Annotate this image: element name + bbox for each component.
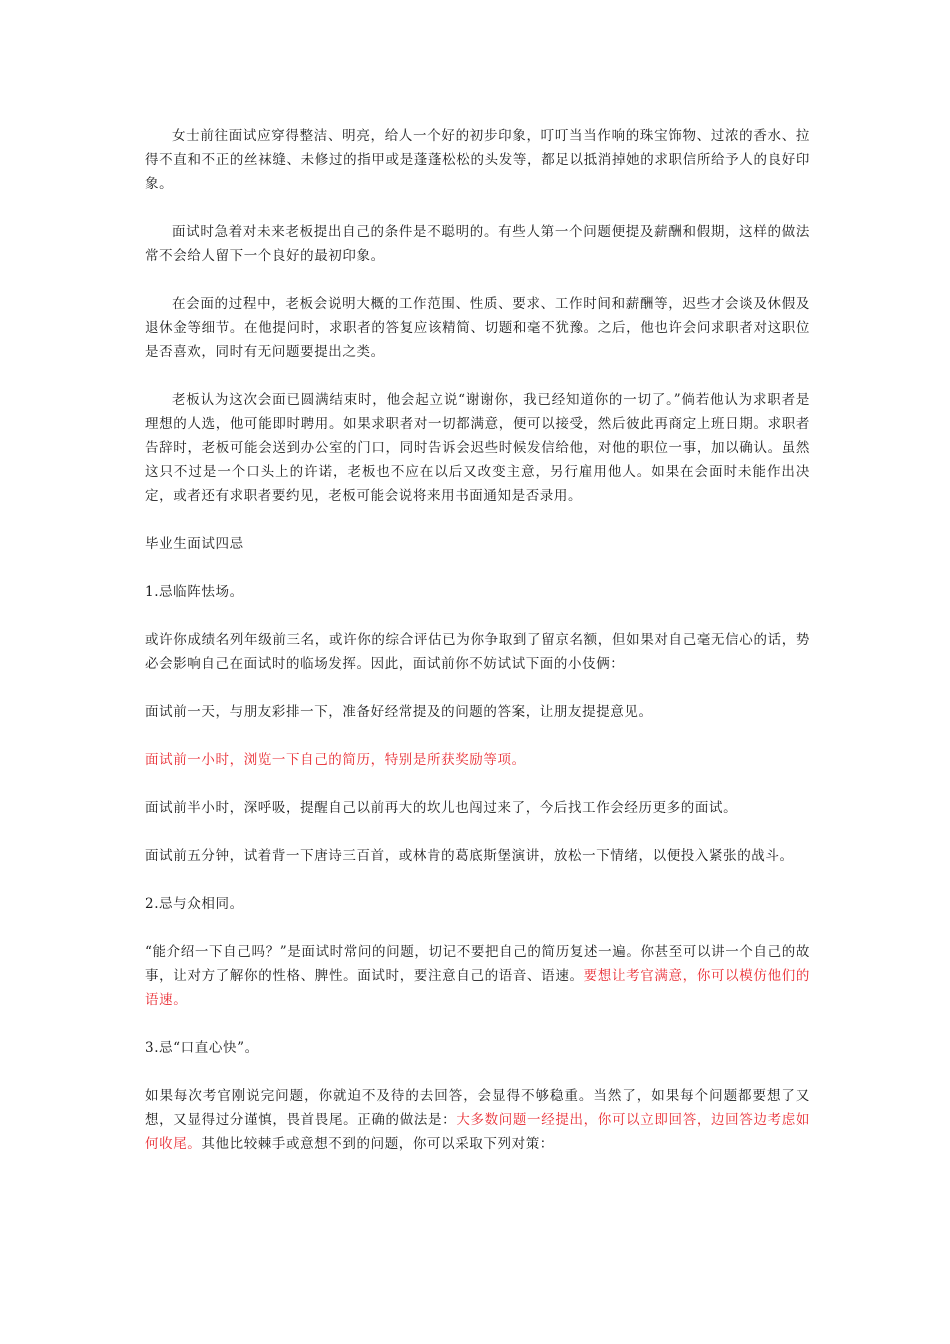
paragraph-confidence [145,628,810,676]
tip-five-minutes [145,844,810,868]
text-run: 在会面的过程中，老板会说明大概的工作范围、性质、要求、工作时间和薪酬等，迟些才会谈及休假及退休金等细节。在他提问时，求职者的答复应该精简、切题和毫不犹豫。之后，他也许会问求职者对这职位是否喜欢，同时有无问题要提出之类。 [145,296,810,360]
text-run: 毕业生面试四忌 [145,536,244,552]
text-run: 1.忌临阵怯场。 [145,584,244,600]
text-run: 或许你成绩名列年级前三名，或许你的综合评估已为你争取到了留京名额，但如果对自己毫无信心的话，势必会影响自己在面试时的临场发挥。因此，面试前你不妨试试下面的小伎俩： [145,632,810,672]
text-run: 面试前一天，与朋友彩排一下，准备好经常提及的问题的答案，让朋友提提意见。 [145,704,653,720]
item-heading-2 [145,892,810,916]
text-run: 老板认为这次会面已圆满结束时，他会起立说“谢谢你，我已经知道你的一切了。”倘若他认为求职者是理想的人选，他可能即时聘用。如果求职者对一切都满意，便可以接受，然后彼此再商定上班日期。求职者告辞时，老板可能会送到办公室的门口，同时告诉会迟些时候发信给他，对他的职位一事，加以确认。虽然这只不过是一个口头上的许诺，老板也不应在以后又改变主意，另行雇用他人。如果在会面时未能作出决定，或者还有求职者要约见，老板可能会说将来用书面通知是否录用。 [145,392,810,504]
text-run: 女士前往面试应穿得整洁、明亮，给人一个好的初步印象，叮叮当当作响的珠宝饰物、过浓的香水、拉得不直和不正的丝袜缝、未修过的指甲或是蓬蓬松松的头发等，都足以抵消掉她的求职信所给予人的良好印象。 [145,128,810,192]
paragraph-answering [145,1084,810,1156]
text-run: 其他比较棘手或意想不到的问题，你可以采取下列对策： [201,1136,554,1152]
text-run: 2.忌与众相同。 [145,896,244,912]
paragraph-attire [145,124,810,196]
text-run: 如果每次考官刚说完问题，你就迫不及待的去回答，会显得不够稳重。当然了，如果每个问题都要想了又想，又显得过分谨慎，畏首畏尾。正确的做法是： [145,1088,810,1128]
paragraph-meeting-end [145,388,810,508]
text-run: 面试前五分钟，试着背一下唐诗三百首，或林肯的葛底斯堡演讲，放松一下情绪，以便投入紧张的战斗。 [145,848,794,864]
section-heading [145,532,810,556]
paragraph-conditions [145,220,810,268]
highlight-run: 要想让考官满意，你可以模仿他们的语速。 [145,968,810,1008]
text-run: 面试前半小时，深呼吸，提醒自己以前再大的坎儿也闯过来了，今后找工作会经历更多的面试。 [145,800,738,816]
tip-one-day [145,700,810,724]
document-page [145,124,810,1180]
text-run: 面试前一小时，浏览一下自己的简历，特别是所获奖励等项。 [145,752,526,768]
highlight-run: 大多数问题一经提出，你可以立即回答，边回答边考虑如何收尾。 [145,1112,811,1152]
paragraph-meeting-process [145,292,810,364]
item-heading-1 [145,580,810,604]
paragraph-self-intro [145,940,810,1012]
text-run: 面试时急着对未来老板提出自己的条件是不聪明的。有些人第一个问题便提及薪酬和假期，这样的做法常不会给人留下一个良好的最初印象。 [145,224,810,264]
text-run: 3.忌“口直心快”。 [145,1040,259,1056]
tip-half-hour [145,796,810,820]
tip-one-hour-highlight [145,748,810,772]
item-heading-3 [145,1036,810,1060]
text-run: “能介绍一下自己吗？”是面试时常问的问题，切记不要把自己的简历复述一遍。你甚至可以讲一个自己的故事，让对方了解你的性格、脾性。面试时，要注意自己的语音、语速。 [145,944,810,984]
